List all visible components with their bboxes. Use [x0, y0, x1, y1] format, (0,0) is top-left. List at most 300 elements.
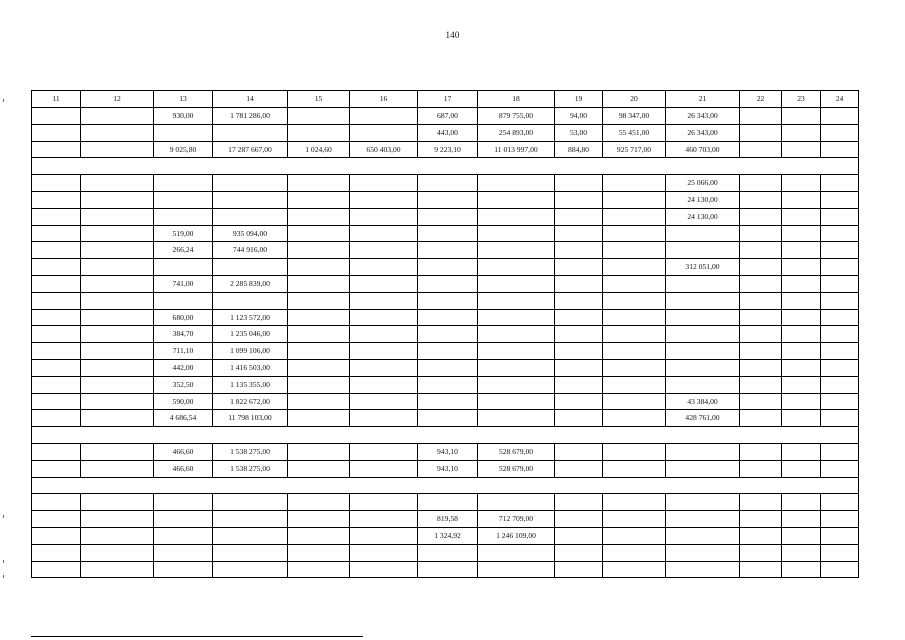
table-cell: [350, 561, 418, 578]
table-cell: [555, 191, 603, 208]
table-cell: 9 223,10: [418, 141, 478, 158]
table-cell: [821, 208, 859, 225]
table-cell: [32, 561, 81, 578]
table-cell: [555, 410, 603, 427]
table-cell: [603, 494, 666, 511]
column-header: 12: [81, 91, 154, 108]
section-separator-cell: [32, 427, 859, 444]
table-cell: [81, 410, 154, 427]
table-cell: [288, 359, 350, 376]
table-cell: [288, 225, 350, 242]
column-header: 16: [350, 91, 418, 108]
table-cell: [821, 124, 859, 141]
table-cell: [603, 511, 666, 528]
table-cell: [782, 393, 821, 410]
table-row: [32, 343, 859, 360]
table-cell: [666, 275, 740, 292]
table-cell: [350, 108, 418, 125]
table-cell: 17 287 667,00: [213, 141, 288, 158]
table-cell: [740, 393, 782, 410]
table-cell: [32, 275, 81, 292]
table-cell: [478, 494, 555, 511]
table-cell: [81, 359, 154, 376]
table-cell: 443,00: [418, 124, 478, 141]
column-header: 14: [213, 91, 288, 108]
table-cell: [821, 561, 859, 578]
table-cell: [555, 376, 603, 393]
table-cell: [603, 359, 666, 376]
column-header: 15: [288, 91, 350, 108]
table-cell: [81, 527, 154, 544]
table-cell: [555, 275, 603, 292]
table-cell: [288, 175, 350, 192]
table-cell: [821, 511, 859, 528]
table-cell: [782, 108, 821, 125]
table-row: [32, 259, 859, 276]
table-cell: [740, 259, 782, 276]
table-cell: [740, 343, 782, 360]
table-cell: [213, 561, 288, 578]
table-cell: [478, 275, 555, 292]
table-cell: 1 538 275,00: [213, 460, 288, 477]
table-cell: [288, 191, 350, 208]
table-cell: [782, 544, 821, 561]
column-header: 11: [32, 91, 81, 108]
table-cell: 266,24: [154, 242, 213, 259]
table-cell: [782, 410, 821, 427]
table-cell: [418, 309, 478, 326]
table-cell: [478, 376, 555, 393]
table-row: [32, 141, 859, 158]
table-cell: [782, 242, 821, 259]
table-cell: [782, 527, 821, 544]
table-cell: [81, 393, 154, 410]
table-cell: [782, 561, 821, 578]
table-cell: [350, 326, 418, 343]
table-cell: [81, 175, 154, 192]
table-cell: [350, 511, 418, 528]
table-cell: [288, 410, 350, 427]
table-cell: [478, 359, 555, 376]
table-cell: [81, 561, 154, 578]
table-cell: [418, 292, 478, 309]
table-row: [32, 242, 859, 259]
table-cell: [478, 225, 555, 242]
table-cell: [81, 275, 154, 292]
table-cell: [782, 460, 821, 477]
table-cell: [350, 410, 418, 427]
table-cell: [603, 443, 666, 460]
table-row: [32, 124, 859, 141]
table-cell: [418, 259, 478, 276]
table-cell: 312 051,00: [666, 259, 740, 276]
table-cell: [350, 225, 418, 242]
table-cell: 1 135 355,00: [213, 376, 288, 393]
table-cell: [288, 561, 350, 578]
table-cell: [555, 460, 603, 477]
table-cell: [350, 460, 418, 477]
table-cell: [782, 208, 821, 225]
table-row: [32, 393, 859, 410]
table-cell: [603, 275, 666, 292]
table-cell: [666, 544, 740, 561]
table-cell: [782, 309, 821, 326]
table-cell: 1 416 503,00: [213, 359, 288, 376]
table-cell: [603, 225, 666, 242]
table-cell: [418, 191, 478, 208]
table-cell: 590,00: [154, 393, 213, 410]
table-cell: [350, 175, 418, 192]
table-cell: 884,80: [555, 141, 603, 158]
table-cell: 943,10: [418, 460, 478, 477]
table-cell: [288, 343, 350, 360]
table-cell: [81, 376, 154, 393]
table-cell: [603, 527, 666, 544]
table-cell: 1 538 275,00: [213, 443, 288, 460]
table-cell: [418, 225, 478, 242]
table-cell: [603, 191, 666, 208]
table-cell: [81, 443, 154, 460]
table-cell: [288, 544, 350, 561]
section-separator-row: [32, 477, 859, 494]
table-cell: [288, 527, 350, 544]
table-cell: [32, 141, 81, 158]
table-cell: [478, 259, 555, 276]
table-cell: [81, 225, 154, 242]
table-cell: [213, 292, 288, 309]
table-cell: [81, 326, 154, 343]
table-cell: [288, 393, 350, 410]
table-cell: [81, 309, 154, 326]
table-cell: 55 451,00: [603, 124, 666, 141]
table-cell: [154, 124, 213, 141]
table-cell: [821, 460, 859, 477]
table-cell: [821, 175, 859, 192]
table-cell: [32, 460, 81, 477]
margin-mark: [3, 560, 4, 563]
margin-mark: [3, 515, 4, 518]
section-separator-row: [32, 427, 859, 444]
table-cell: 466,60: [154, 460, 213, 477]
table-cell: [740, 208, 782, 225]
table-cell: [555, 443, 603, 460]
table-cell: 711,10: [154, 343, 213, 360]
table-cell: [81, 544, 154, 561]
table-cell: [740, 191, 782, 208]
table-cell: [782, 343, 821, 360]
table-cell: [81, 460, 154, 477]
table-cell: [666, 376, 740, 393]
column-header: 23: [782, 91, 821, 108]
table-cell: 1 324,92: [418, 527, 478, 544]
table-cell: [288, 460, 350, 477]
table-row: [32, 460, 859, 477]
table-row: [32, 275, 859, 292]
table-cell: [350, 443, 418, 460]
table-cell: 650 403,00: [350, 141, 418, 158]
column-header: 19: [555, 91, 603, 108]
table-cell: [740, 359, 782, 376]
table-cell: 460 703,00: [666, 141, 740, 158]
table-cell: [32, 393, 81, 410]
table-cell: [288, 292, 350, 309]
column-header: 18: [478, 91, 555, 108]
data-table: [31, 90, 859, 578]
table-cell: [666, 443, 740, 460]
table-cell: [81, 124, 154, 141]
table-cell: [740, 376, 782, 393]
table-cell: [154, 561, 213, 578]
table-cell: [418, 343, 478, 360]
table-cell: [603, 410, 666, 427]
table-cell: [418, 208, 478, 225]
table-cell: [32, 191, 81, 208]
margin-mark: [3, 575, 4, 578]
table-cell: [478, 544, 555, 561]
table-cell: 925 717,00: [603, 141, 666, 158]
table-cell: [154, 494, 213, 511]
table-cell: [555, 225, 603, 242]
table-cell: [288, 376, 350, 393]
table-cell: [740, 326, 782, 343]
table-cell: [32, 544, 81, 561]
table-cell: [782, 511, 821, 528]
table-cell: [418, 359, 478, 376]
table-cell: [740, 242, 782, 259]
table-cell: 11 013 997,00: [478, 141, 555, 158]
table-cell: [478, 561, 555, 578]
table-cell: [32, 410, 81, 427]
table-cell: [740, 460, 782, 477]
table-cell: [32, 343, 81, 360]
table-cell: [555, 175, 603, 192]
table-cell: [666, 460, 740, 477]
table-cell: [154, 527, 213, 544]
table-cell: [81, 208, 154, 225]
table-cell: [666, 309, 740, 326]
table-cell: [288, 208, 350, 225]
table-row: [32, 561, 859, 578]
table-cell: [418, 410, 478, 427]
table-cell: [478, 191, 555, 208]
table-row: [32, 309, 859, 326]
table-cell: [603, 259, 666, 276]
margin-mark: [3, 99, 4, 102]
table-cell: [350, 393, 418, 410]
table-cell: [740, 511, 782, 528]
table-cell: [213, 527, 288, 544]
table-cell: 744 916,00: [213, 242, 288, 259]
table-cell: 53,00: [555, 124, 603, 141]
table-cell: [478, 343, 555, 360]
table-cell: [32, 208, 81, 225]
table-cell: 1 246 109,00: [478, 527, 555, 544]
table-cell: [288, 259, 350, 276]
table-cell: [666, 343, 740, 360]
table-row: [32, 494, 859, 511]
table-cell: 930,00: [154, 108, 213, 125]
table-cell: [740, 410, 782, 427]
table-cell: [740, 292, 782, 309]
table-cell: [821, 393, 859, 410]
table-cell: 94,00: [555, 108, 603, 125]
footnote-rule: [31, 636, 363, 637]
table-cell: [603, 343, 666, 360]
section-separator-row: [32, 158, 859, 175]
table-cell: 680,00: [154, 309, 213, 326]
column-header: 20: [603, 91, 666, 108]
table-cell: [740, 108, 782, 125]
table-cell: [32, 309, 81, 326]
table-cell: [740, 225, 782, 242]
table-cell: [32, 292, 81, 309]
table-cell: [782, 124, 821, 141]
table-cell: 1 024,60: [288, 141, 350, 158]
table-cell: 428 761,00: [666, 410, 740, 427]
table-cell: [782, 359, 821, 376]
table-cell: [32, 494, 81, 511]
table-cell: [288, 494, 350, 511]
table-cell: [32, 359, 81, 376]
table-cell: [782, 326, 821, 343]
table-cell: [32, 175, 81, 192]
table-cell: [213, 191, 288, 208]
table-cell: [418, 275, 478, 292]
table-cell: 466,60: [154, 443, 213, 460]
table-cell: [740, 124, 782, 141]
table-row: [32, 208, 859, 225]
table-cell: [350, 292, 418, 309]
table-cell: [32, 511, 81, 528]
table-cell: [555, 208, 603, 225]
table-cell: [478, 175, 555, 192]
table-cell: [154, 175, 213, 192]
table-cell: 741,00: [154, 275, 213, 292]
table-cell: [782, 494, 821, 511]
table-cell: 254 893,00: [478, 124, 555, 141]
table-cell: [350, 275, 418, 292]
table-cell: [478, 410, 555, 427]
table-cell: [821, 544, 859, 561]
table-cell: [154, 259, 213, 276]
table-cell: [350, 527, 418, 544]
table-cell: [32, 443, 81, 460]
table-cell: [555, 527, 603, 544]
table-cell: [666, 326, 740, 343]
column-header: 17: [418, 91, 478, 108]
table-cell: [213, 175, 288, 192]
table-cell: [555, 494, 603, 511]
table-cell: [32, 124, 81, 141]
table-cell: [555, 309, 603, 326]
table-cell: [782, 259, 821, 276]
table-cell: 528 679,00: [478, 460, 555, 477]
table-cell: 442,00: [154, 359, 213, 376]
table-cell: [666, 242, 740, 259]
table-cell: 935 094,00: [213, 225, 288, 242]
table-cell: [603, 460, 666, 477]
table-cell: 98 347,00: [603, 108, 666, 125]
table-cell: 528 679,00: [478, 443, 555, 460]
table-cell: [821, 275, 859, 292]
table-cell: [350, 259, 418, 276]
table-cell: [350, 309, 418, 326]
table-cell: [740, 527, 782, 544]
table-cell: [555, 561, 603, 578]
table-cell: [81, 292, 154, 309]
table-cell: [154, 511, 213, 528]
table-cell: [821, 410, 859, 427]
table-cell: [32, 259, 81, 276]
table-cell: [666, 527, 740, 544]
table-cell: [418, 561, 478, 578]
table-cell: [740, 561, 782, 578]
table-cell: [32, 527, 81, 544]
table-cell: [81, 259, 154, 276]
table-cell: [555, 544, 603, 561]
table-cell: 1 099 106,00: [213, 343, 288, 360]
table-cell: [81, 141, 154, 158]
table-cell: [603, 376, 666, 393]
table-cell: [288, 108, 350, 125]
table-cell: [418, 393, 478, 410]
table-cell: [666, 561, 740, 578]
table-cell: [350, 208, 418, 225]
table-cell: [418, 326, 478, 343]
table-row: [32, 225, 859, 242]
table-cell: 24 130,00: [666, 208, 740, 225]
table-cell: [740, 544, 782, 561]
table-cell: [350, 544, 418, 561]
table-cell: [555, 242, 603, 259]
table-cell: [418, 376, 478, 393]
table-cell: [350, 359, 418, 376]
table-cell: [32, 225, 81, 242]
table-row: [32, 292, 859, 309]
table-row: [32, 359, 859, 376]
table-cell: [740, 141, 782, 158]
table-cell: [821, 326, 859, 343]
table-cell: [478, 393, 555, 410]
table-cell: 43 384,00: [666, 393, 740, 410]
table-row: [32, 191, 859, 208]
table-cell: 879 755,00: [478, 108, 555, 125]
table-cell: [603, 292, 666, 309]
table-cell: [81, 191, 154, 208]
table-cell: [782, 376, 821, 393]
table-cell: [81, 242, 154, 259]
table-row: [32, 108, 859, 125]
table-row: [32, 326, 859, 343]
table-cell: [603, 561, 666, 578]
table-cell: [740, 175, 782, 192]
table-cell: [555, 259, 603, 276]
table-cell: [782, 141, 821, 158]
table-cell: [821, 376, 859, 393]
table-cell: [821, 309, 859, 326]
table-row: [32, 527, 859, 544]
table-cell: [782, 175, 821, 192]
table-cell: [154, 292, 213, 309]
table-cell: [740, 443, 782, 460]
table-cell: [821, 108, 859, 125]
table-cell: [821, 359, 859, 376]
table-cell: [555, 393, 603, 410]
table-cell: [782, 292, 821, 309]
table-row: [32, 175, 859, 192]
table-cell: [213, 511, 288, 528]
table-cell: [666, 225, 740, 242]
